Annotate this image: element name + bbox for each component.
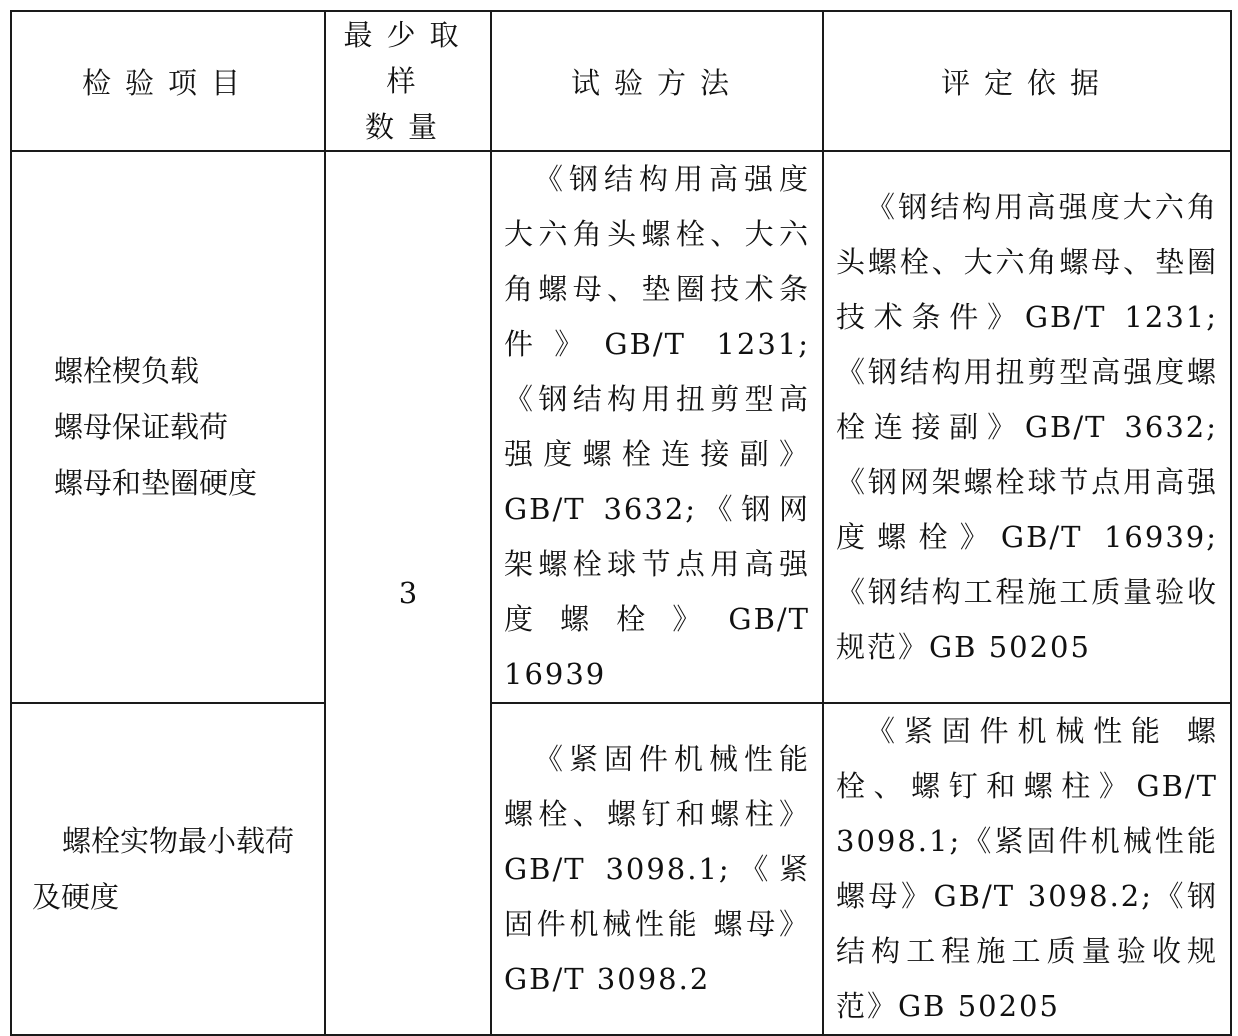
basis-text: 《紧固件机械性能 螺栓、螺钉和螺柱》GB/T 3098.1;《紧固件机械性能螺母》GB/T 3098.2;《钢结构工程施工质量验收规范》GB 50205: [836, 714, 1218, 1023]
item-cell: [11, 151, 325, 703]
item-line: 螺栓楔负载: [54, 354, 200, 388]
header-quantity: [325, 11, 491, 151]
basis-text: 《钢结构用高强度大六角头螺栓、大六角螺母、垫圈技术条件》GB/T 1231;《钢结构用扭剪型高强度螺栓连接副》GB/T 3632;《钢网架螺栓球节点用高强度螺栓》GB/T 16939;《钢结构工程施工质量验收规范》GB 50205: [836, 189, 1218, 664]
header-method: 试验方法: [491, 11, 823, 151]
method-cell: [491, 703, 823, 1035]
item-cell: [11, 703, 325, 1035]
header-basis: 评定依据: [823, 11, 1231, 151]
header-item: 检验项目: [11, 11, 325, 151]
header-quantity-line1: 最少取样: [343, 18, 473, 98]
method-text: 《紧固件机械性能 螺栓、螺钉和螺柱》GB/T 3098.1;《紧固件机械性能 螺母》GB/T 3098.2: [504, 741, 810, 996]
method-text: 《钢结构用高强度大六角头螺栓、大六角螺母、垫圈技术条件》GB/T 1231;《钢结构用扭剪型高强度螺栓连接副》GB/T 3632;《钢网架螺栓球节点用高强度螺栓》GB/T 16939: [504, 162, 810, 691]
item-line: 螺栓实物最小载荷及硬度: [32, 824, 295, 914]
table-row: [11, 151, 1231, 703]
basis-cell: [823, 703, 1231, 1035]
header-quantity-line2: 数量: [364, 110, 451, 144]
item-line: 螺母和垫圈硬度: [54, 466, 258, 500]
quantity-cell: 3: [325, 151, 491, 1035]
item-line: 螺母保证载荷: [54, 410, 229, 444]
table-row: [11, 703, 1231, 1035]
header-row: [11, 11, 1231, 151]
inspection-table: [10, 10, 1232, 1036]
method-cell: [491, 151, 823, 703]
basis-cell: [823, 151, 1231, 703]
